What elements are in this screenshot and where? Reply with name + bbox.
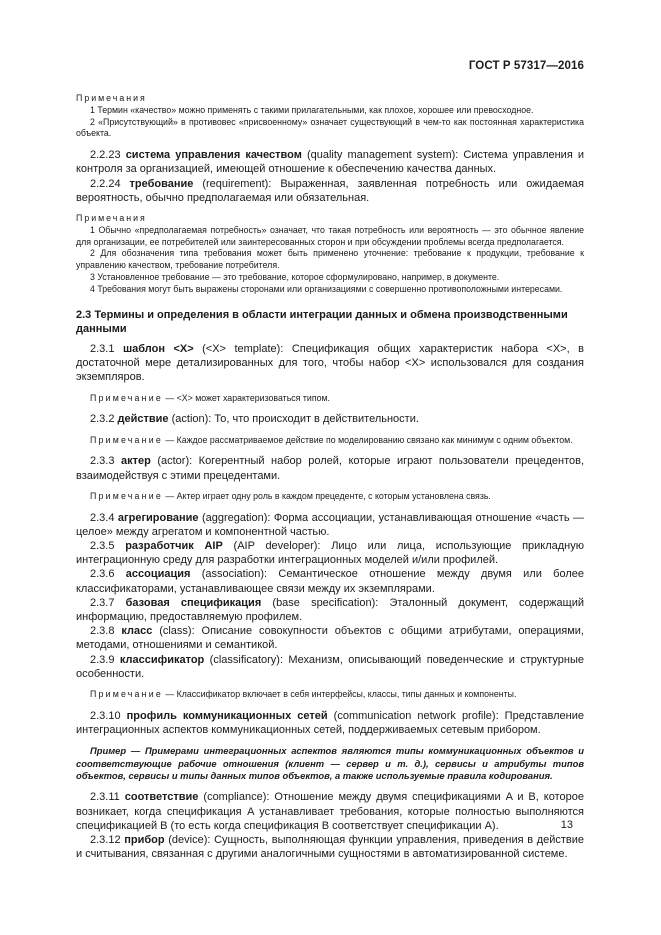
note-text: <X> может характеризоваться типом. [176,392,330,403]
term-entry-2-3-1 [76,342,584,385]
note-text: Классификатор включает в себя интерфейсы, классы, типы данных и компоненты. [176,689,517,700]
term-definition: (base specification): Эталонный документ, содержащий информацию, предоставляемую профилем. [76,596,585,624]
term-name: прибор [124,834,165,847]
note-item: 2 Для обозначения типа требования может быть применено уточнение: требование к продукции, требование к управлению качеством, требование потребителя. [76,248,584,271]
term-definition: (quality management system): Система управления и контроля за организацией, имеющей отношение к обеспечению качества данных. [76,149,585,176]
term-number: 2.3.8 [90,625,115,638]
term-definition: (compliance): Отношение между двумя спецификациями A и B, которое возникает, когда спецификация A устанавливает требования, которые полностью выполняются спецификацией B (то есть когда спецификация B соответствует спецификации A). [76,791,585,832]
note-item: 4 Требования могут быть выражены сторонами или организациями с совершенно противоположными интересами. [90,283,563,294]
term-definition: (association): Семантическое отношение между двумя или более классификаторами, устанавливающее связи между их экземплярами. [76,568,584,595]
note-label: Примечание [90,392,163,403]
note-2-3-1 [76,393,584,405]
term-definition: (requirement): Выраженная, заявленная потребность или ожидаемая вероятность, обычно предполагаемая или обязательная. [76,177,584,204]
note-dash: — [165,490,175,501]
note-text: Каждое рассматриваемое действие по моделированию связано как минимум с одним объектом. [176,434,573,445]
term-number: 2.3.1 [90,342,115,355]
term-name: разработчик AIP [125,540,223,552]
term-number: 2.2.23 [90,149,121,162]
term-entry-2-3-11 [76,790,584,833]
note-2-3-3 [76,491,584,503]
term-number: 2.3.10 [90,709,121,722]
notes-heading: Примечания [76,93,147,103]
note-item: 2 «Присутствующий» в противовес «присвоенному» означает существующий в чем-то как постоянная характеристика объекта. [76,116,584,139]
term-definition: (AIP developer): Лицо или лица, использующие прикладную интеграционную среду для разработки интеграционных моделей и/или профилей. [76,540,584,567]
term-entry-2-3-4 [76,511,584,539]
term-name: профиль коммуникационных сетей [126,709,328,722]
note-item: 1 Термин «качество» можно применять с такими прилагательными, как плохое, хорошее или превосходное. [90,104,534,115]
note-dash: — [165,392,175,403]
term-entry-2-3-3 [76,454,584,482]
term-number: 2.3.4 [90,511,115,524]
notes-block-requirement [76,213,584,296]
term-definition: (communication network profile): Представление интеграционных аспектов коммуникационных сетей, поддерживаемых сетевым прибором. [76,709,584,737]
term-definition: (action): То, что происходит в действительности. [171,413,419,426]
term-definition: (classificatory): Механизм, описывающий поведенческие и структурные особенности. [76,653,584,680]
term-entry-2-3-9 [76,653,584,681]
term-number: 2.3.9 [90,653,115,666]
note-label: Примечание [90,434,163,445]
note-2-3-9 [76,689,584,701]
term-entry-2-2-24 [76,177,584,205]
term-definition: (aggregation): Форма ассоциации, устанавливающая отношение «часть — целое» между агрегатом и компонентной частью. [76,511,585,538]
page-body [76,93,584,861]
term-entry-2-3-12 [76,833,584,861]
term-name: требование [129,177,194,190]
term-entry-2-3-8 [76,624,584,652]
note-2-3-2 [76,435,584,447]
page-number: 13 [560,819,573,831]
term-name: класс [121,625,153,638]
term-definition: (actor): Когерентный набор ролей, которые играют пользователи прецедентов, взаимодействуя с этими прецедентами. [76,455,584,482]
term-number: 2.2.24 [90,177,121,190]
term-name: классификатор [119,653,205,666]
term-number: 2.3.11 [90,791,120,804]
note-text: Актер играет одну роль в каждом прецеденте, с которым установлена связь. [176,490,491,501]
term-name: система управления качеством [125,149,302,162]
term-number: 2.3.3 [90,455,115,468]
section-heading: 2.3 Термины и определения в области интеграции данных и обмена производственными данными [76,308,568,335]
term-number: 2.3.6 [90,568,115,581]
term-number: 2.3.7 [90,596,115,609]
notes-block-quality [76,93,584,140]
term-name: соответствие [124,791,199,804]
note-dash: — [165,689,175,700]
term-name: действие [117,413,169,426]
term-entry-2-2-23 [76,148,584,176]
term-entry-2-3-5 [76,539,584,567]
note-item: 3 Установленное требование — это требование, которое сформулировано, например, в документе. [90,271,500,282]
term-name: шаблон <X> [122,342,194,355]
note-dash: — [165,434,175,445]
example-paragraph: Пример — Примерами интеграционных аспектов являются типы коммуникационных объектов и соответствующие рабочие отношения (клиент — сервер и т. д.), сервисы и атрибуты типов объектов, сервисы и типы данных типов объектов, а также используемые правила кодирования. [76,745,584,782]
term-entry-2-3-6 [76,567,584,595]
standard-header: ГОСТ Р 57317—2016 [468,60,584,72]
term-name: актер [120,455,151,468]
note-label: Примечание [90,490,163,501]
term-definition: (device): Сущность, выполняющая функции управления, приведения в действие и считывания, связанная с другими аналогичными сущностями в автоматизированной системе. [76,834,585,861]
term-name: агрегирование [117,511,199,524]
note-label: Примечание [90,689,163,700]
term-entry-2-3-7 [76,596,584,624]
term-number: 2.3.5 [90,540,115,552]
term-name: базовая спецификация [125,596,262,609]
term-number: 2.3.12 [90,834,121,847]
notes-heading: Примечания [76,213,147,223]
term-entry-2-3-10 [76,709,584,737]
note-item: 1 Обычно «предполагаемая потребность» означает, что такая потребность или вероятность — это обычное явление для организации, ее потребителей или заинтересованных сторон и при обсуждении проблемы всегда предполагается. [76,224,584,247]
term-definition: (class): Описание совокупности объектов с общими атрибутами, операциями, методами, отношениями и семантикой. [76,625,584,652]
term-name: ассоциация [125,568,191,581]
term-definition: (<X> template): Спецификация общих характеристик набора <X>, в достаточной мере детализированных для того, чтобы набор <X> использовался для создания экземпляров. [76,342,584,384]
term-entry-2-3-2 [76,412,584,426]
term-number: 2.3.2 [90,413,115,426]
